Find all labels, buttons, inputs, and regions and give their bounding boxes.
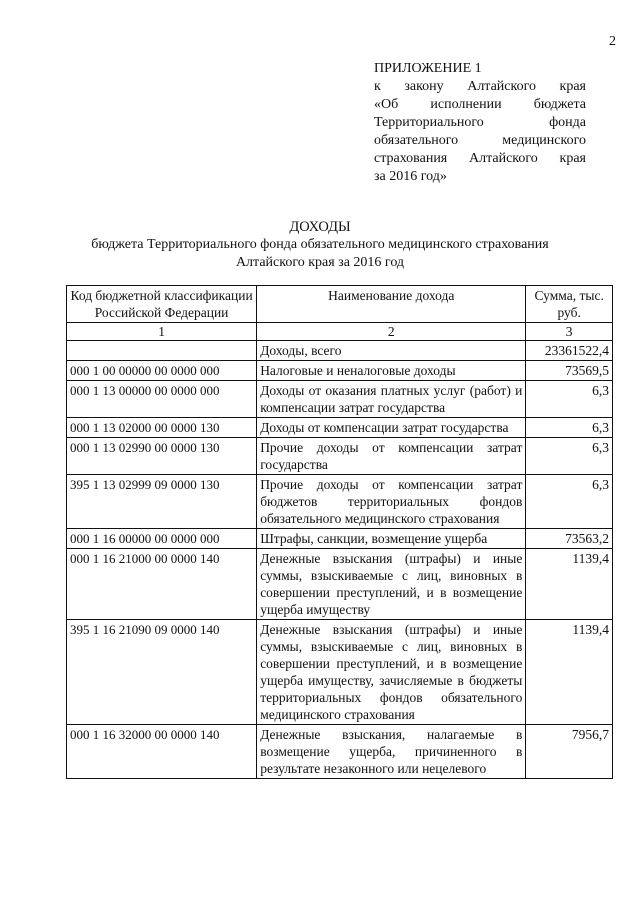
column-number: 3 xyxy=(526,323,613,341)
appendix-line: Территориального фонда xyxy=(374,115,586,130)
subtitle-line: Алтайского края за 2016 год xyxy=(235,255,405,270)
sum-cell: 6,3 xyxy=(526,418,613,438)
name-cell: Доходы от оказания платных услуг (работ) и компенсации затрат государства xyxy=(257,381,526,418)
sum-cell: 6,3 xyxy=(526,475,613,529)
table-header-row xyxy=(67,286,613,323)
header-code: Код бюджетной классификации Российской Федерации xyxy=(67,286,257,323)
name-cell: Денежные взыскания, налагаемые в возмещение ущерба, причиненного в результате незаконного или нецелевого xyxy=(257,725,526,779)
column-number-row xyxy=(67,323,613,341)
appendix-line: обязательного медицинского xyxy=(374,133,586,148)
subtitle-line: бюджета Территориального фонда обязательного медицинского страхования xyxy=(91,237,549,252)
table-row xyxy=(67,361,613,381)
table-row xyxy=(67,549,613,620)
sum-cell: 1139,4 xyxy=(526,620,613,725)
appendix-line: за 2016 год» xyxy=(374,169,447,184)
table-row xyxy=(67,620,613,725)
appendix-line: к закону Алтайского края xyxy=(374,79,586,94)
appendix-line: «Об исполнении бюджета xyxy=(374,97,586,112)
sum-cell: 7956,7 xyxy=(526,725,613,779)
code-cell: 000 1 13 02990 00 0000 130 xyxy=(67,438,257,475)
table-row xyxy=(67,529,613,549)
income-table xyxy=(66,285,613,779)
table-row xyxy=(67,475,613,529)
table-row xyxy=(67,341,613,361)
header-sum: Сумма, тыс. руб. xyxy=(526,286,613,323)
name-cell: Налоговые и неналоговые доходы xyxy=(257,361,526,381)
column-number: 2 xyxy=(257,323,526,341)
name-cell: Денежные взыскания (штрафы) и иные суммы, взыскиваемые с лиц, виновных в совершении преступлений, и в возмещение ущерба имуществу xyxy=(257,549,526,620)
table-row xyxy=(67,381,613,418)
code-cell: 395 1 13 02999 09 0000 130 xyxy=(67,475,257,529)
code-cell: 395 1 16 21090 09 0000 140 xyxy=(67,620,257,725)
sum-cell: 73569,5 xyxy=(526,361,613,381)
header-name: Наименование дохода xyxy=(257,286,526,323)
sum-cell: 6,3 xyxy=(526,381,613,418)
code-cell: 000 1 13 02000 00 0000 130 xyxy=(67,418,257,438)
code-cell: 000 1 16 21000 00 0000 140 xyxy=(67,549,257,620)
table-row xyxy=(67,438,613,475)
document-title: ДОХОДЫ xyxy=(289,219,351,235)
sum-cell: 1139,4 xyxy=(526,549,613,620)
name-cell: Прочие доходы от компенсации затрат бюджетов территориальных фондов обязательного медицинского страхования xyxy=(257,475,526,529)
table-row xyxy=(67,725,613,779)
sum-cell: 6,3 xyxy=(526,438,613,475)
appendix-block xyxy=(374,60,586,186)
code-cell: 000 1 00 00000 00 0000 000 xyxy=(67,361,257,381)
appendix-line: страхования Алтайского края xyxy=(374,151,586,166)
appendix-heading: ПРИЛОЖЕНИЕ 1 xyxy=(374,61,482,76)
document-subtitle xyxy=(30,236,610,272)
code-cell: 000 1 16 32000 00 0000 140 xyxy=(67,725,257,779)
name-cell: Прочие доходы от компенсации затрат государства xyxy=(257,438,526,475)
name-cell: Штрафы, санкции, возмещение ущерба xyxy=(257,529,526,549)
code-cell: 000 1 16 00000 00 0000 000 xyxy=(67,529,257,549)
sum-cell: 73563,2 xyxy=(526,529,613,549)
column-number: 1 xyxy=(67,323,257,341)
code-cell: 000 1 13 00000 00 0000 000 xyxy=(67,381,257,418)
code-cell xyxy=(67,341,257,361)
page-number: 2 xyxy=(609,34,616,49)
sum-cell: 23361522,4 xyxy=(526,341,613,361)
name-cell: Доходы от компенсации затрат государства xyxy=(257,418,526,438)
name-cell: Доходы, всего xyxy=(257,341,526,361)
name-cell: Денежные взыскания (штрафы) и иные суммы, взыскиваемые с лиц, виновных в совершении преступлений, и в возмещение ущерба имуществу, зачисляемые в бюджеты территориальных фондов обязательного медицинского страхования xyxy=(257,620,526,725)
table-row xyxy=(67,418,613,438)
income-rows xyxy=(67,341,613,779)
